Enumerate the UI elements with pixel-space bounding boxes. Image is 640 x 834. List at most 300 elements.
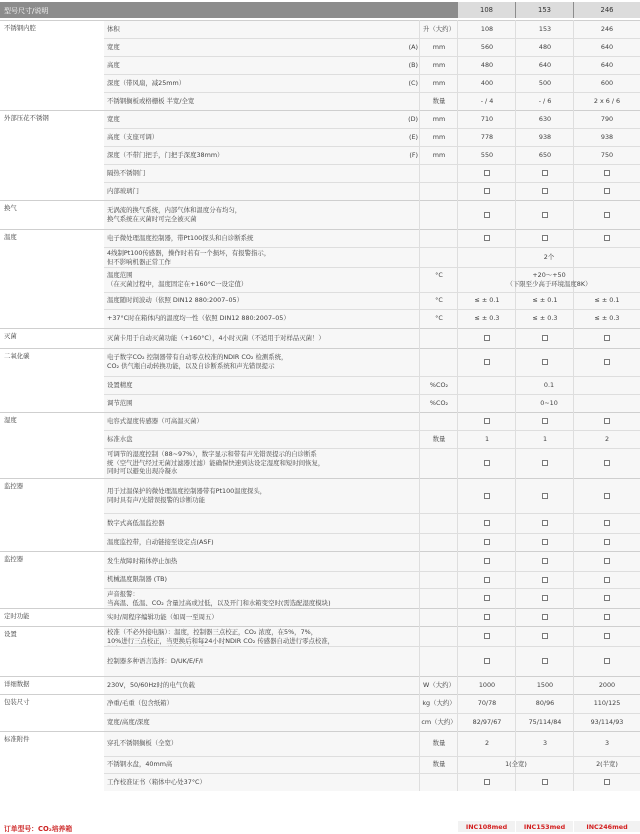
row-divider (104, 92, 640, 93)
checkbox-icon (542, 633, 548, 639)
checkbox-icon (542, 558, 548, 564)
row-divider (104, 756, 640, 757)
table-row (0, 412, 640, 430)
value-246: 750 (600, 151, 614, 159)
spec-description: 校准（不必外接电脑）：温度，控制器三点校正，CO₂ 浓度，在5%，7%， 10%进行三点校正，当更换后和每24小时NDIR CO₂ 传感器自动进行零点校准， (107, 628, 335, 645)
checkbox-icon (574, 211, 640, 220)
table-row (0, 394, 640, 412)
checkbox-icon (574, 519, 640, 528)
checkbox-icon (574, 613, 640, 622)
checkbox-icon (484, 493, 490, 499)
unit-label: 数量 (432, 435, 446, 443)
row-divider (104, 513, 640, 514)
row-divider (104, 267, 640, 268)
unit-label: °C (435, 296, 443, 304)
checkbox-icon (516, 557, 574, 566)
checkbox-icon (516, 169, 574, 178)
column-divider (419, 182, 420, 200)
spec-description: 电子数字CO₂ 控制器带有自动零点校准的NDIR CO₂ 检测系统， CO₂ 供气瓶自动转换功能，以及自诊断系统和声光错误提示 (107, 353, 288, 370)
spec-description: 可调节的湿度控制（88~97%），数字显示和带有声光错误提示的自诊断系 统（空气进气经过无菌过滤器过滤）能确保快速到达设定湿度和短时间恢复， 同时可以避免出现冷凝水 (107, 450, 325, 476)
spec-description: 内部玻璃门 (107, 187, 139, 195)
column-divider (419, 448, 420, 478)
table-row (0, 128, 640, 146)
spec-description: 设置精度 (107, 381, 133, 389)
value-153: 3 (542, 739, 548, 747)
spec-description: 用于过温保护的微处理温度控制器带有Pt100温度探头， 同时具有声/光错误报警的诊断功能 (107, 487, 267, 504)
checkbox-icon (542, 418, 548, 424)
value-153: 480 (538, 43, 552, 51)
spec-description: 高度 (107, 61, 120, 69)
value-108: - / 4 (480, 97, 494, 105)
spec-description: 穿孔不锈钢搁板（全宽） (107, 739, 178, 747)
table-row (0, 448, 640, 478)
checkbox-icon (574, 557, 640, 566)
checkbox-icon (604, 520, 610, 526)
checkbox-icon (458, 594, 516, 603)
table-row (0, 676, 640, 694)
category-label: 定时功能 (4, 612, 30, 620)
value-246: 938 (600, 133, 614, 141)
checkbox-icon (574, 358, 640, 367)
category-label: 标准附件 (4, 735, 30, 743)
group-divider (0, 676, 640, 677)
spec-description: 不锈钢搁板或格栅板 半宽/全宽 (107, 97, 195, 105)
order-code-108: INC108med (458, 821, 515, 832)
column-divider (419, 513, 420, 533)
unit-label: mm (432, 61, 446, 69)
value-153: 1500 (536, 681, 554, 689)
table-row (0, 309, 640, 328)
checkbox-icon (516, 492, 574, 501)
table-row (0, 92, 640, 110)
checkbox-icon (516, 211, 574, 220)
column-divider (419, 588, 420, 608)
checkbox-icon (458, 187, 516, 196)
model-246-header: 246 (574, 2, 640, 18)
unit-label: %CO₂ (429, 399, 449, 407)
checkbox-icon (484, 614, 490, 620)
checkbox-icon (542, 493, 548, 499)
checkbox-icon (574, 778, 640, 787)
row-divider (104, 74, 640, 75)
value-108: 480 (480, 61, 494, 69)
row-divider (104, 309, 640, 310)
merged-value: 0~10 (540, 399, 558, 407)
column-divider (419, 773, 420, 791)
checkbox-icon (484, 595, 490, 601)
group-divider (0, 412, 640, 413)
table-row (0, 756, 640, 773)
spec-description: 灭菌卡用于自动灭菌功能（+160°C），4小时灭菌（不适用于对样品灭菌！） (107, 334, 325, 342)
table-row (0, 267, 640, 292)
row-divider (104, 430, 640, 431)
checkbox-icon (604, 335, 610, 341)
checkbox-icon (604, 539, 610, 545)
checkbox-icon (574, 632, 640, 641)
dimension-ref: (C) (408, 79, 418, 87)
value-153: 75/114/84 (528, 718, 562, 726)
checkbox-icon (542, 595, 548, 601)
spec-description: 高度（支座可调） (107, 133, 159, 141)
column-divider (419, 348, 420, 376)
table-header (0, 0, 640, 20)
table-row (0, 513, 640, 533)
table-row (0, 20, 640, 38)
group-divider (0, 626, 640, 627)
checkbox-icon (458, 211, 516, 220)
value-108: 560 (480, 43, 494, 51)
checkbox-icon (516, 417, 574, 426)
spec-description: 电子微处理温度控制器，带Pt100探头和自诊断系统 (107, 234, 254, 242)
category-label: 外部压花不锈钢 (4, 114, 49, 122)
column-divider (419, 551, 420, 571)
table-row (0, 182, 640, 200)
spec-description: 体积 (107, 25, 120, 33)
table-row (0, 646, 640, 676)
spec-description: 标准水盘 (107, 435, 133, 443)
category-label: 二氧化碳 (4, 352, 30, 360)
header-title: 型号尺寸/说明 (4, 7, 49, 15)
checkbox-icon (604, 595, 610, 601)
checkbox-icon (484, 633, 490, 639)
value-108: 2 (484, 739, 490, 747)
table-row (0, 626, 640, 646)
unit-label: mm (432, 115, 446, 123)
checkbox-icon (484, 212, 490, 218)
checkbox-icon (484, 539, 490, 545)
checkbox-icon (542, 658, 548, 664)
checkbox-icon (542, 212, 548, 218)
unit-label: °C (435, 314, 443, 322)
checkbox-icon (516, 594, 574, 603)
checkbox-icon (604, 558, 610, 564)
table-row (0, 164, 640, 182)
unit-label: %CO₂ (429, 381, 449, 389)
checkbox-icon (484, 335, 490, 341)
checkbox-icon (484, 520, 490, 526)
table-row (0, 478, 640, 513)
checkbox-icon (458, 358, 516, 367)
checkbox-icon (604, 779, 610, 785)
unit-label: mm (432, 151, 446, 159)
group-divider (0, 229, 640, 230)
checkbox-icon (604, 493, 610, 499)
checkbox-icon (604, 633, 610, 639)
column-divider (419, 478, 420, 513)
unit-label: mm (432, 133, 446, 141)
order-label: 订单型号：CO₂培养箱 (4, 825, 73, 833)
table-row (0, 56, 640, 74)
model-108-header: 108 (458, 2, 515, 18)
value-153: 650 (538, 151, 552, 159)
spec-description: 净重/毛重（包含纸箱） (107, 699, 174, 707)
dimension-ref: (B) (408, 61, 418, 69)
value-246: 2 x 6 / 6 (593, 97, 621, 105)
spec-description: 控制器多种语言选择：D/UK/E/F/I (107, 657, 203, 665)
spec-description: 4线制Pt100传感器，操作时若有一个损坏，有报警指示， 但不影响机器正常工作 (107, 249, 271, 266)
table-row (0, 292, 640, 309)
checkbox-icon (574, 492, 640, 501)
row-divider (104, 713, 640, 714)
column-divider (419, 412, 420, 430)
checkbox-icon (458, 778, 516, 787)
checkbox-icon (604, 359, 610, 365)
checkbox-icon (542, 520, 548, 526)
group-divider (0, 110, 640, 111)
dimension-ref: (A) (408, 43, 418, 51)
checkbox-icon (574, 417, 640, 426)
row-divider (104, 448, 640, 449)
group-divider (0, 551, 640, 552)
column-divider (419, 328, 420, 348)
spec-description: 不锈钢水盘，40mm高 (107, 760, 173, 768)
row-divider (104, 146, 640, 147)
row-divider (104, 38, 640, 39)
category-label: 灭菌 (4, 332, 17, 340)
column-divider (419, 200, 420, 229)
value-246: 2000 (598, 681, 616, 689)
unit-label: °C (435, 271, 443, 279)
checkbox-icon (574, 576, 640, 585)
table-row (0, 200, 640, 229)
table-row (0, 376, 640, 394)
value-246: 93/114/93 (590, 718, 624, 726)
value-108: 778 (480, 133, 494, 141)
unit-label: mm (432, 43, 446, 51)
value-108: 1 (484, 435, 490, 443)
checkbox-icon (484, 188, 490, 194)
category-label: 监控器 (4, 555, 24, 563)
table-row (0, 773, 640, 791)
table-row (0, 588, 640, 608)
checkbox-icon (484, 779, 490, 785)
spec-description: +37°C时在箱体内的温度均一性（依照 DIN12 880:2007–05） (107, 314, 290, 322)
checkbox-icon (604, 614, 610, 620)
spec-description: 调节范围 (107, 399, 133, 407)
checkbox-icon (542, 539, 548, 545)
checkbox-icon (484, 235, 490, 241)
checkbox-icon (542, 460, 548, 466)
unit-label: 数量 (432, 760, 446, 768)
checkbox-icon (542, 235, 548, 241)
spec-description: 温度范围 （在灭菌过程中，温度固定在+160°C一设定值） (107, 271, 248, 288)
checkbox-icon (484, 460, 490, 466)
value-108: 82/97/67 (472, 718, 502, 726)
table-row (0, 713, 640, 731)
value-153: 500 (538, 79, 552, 87)
group-divider (0, 478, 640, 479)
checkbox-icon (542, 170, 548, 176)
checkbox-icon (458, 613, 516, 622)
checkbox-icon (604, 418, 610, 424)
row-divider (104, 164, 640, 165)
checkbox-icon (458, 417, 516, 426)
category-label: 详细数据 (4, 680, 30, 688)
checkbox-icon (604, 658, 610, 664)
dimension-ref: (F) (409, 151, 418, 159)
checkbox-icon (458, 538, 516, 547)
spec-description: 宽度 (107, 115, 120, 123)
table-row (0, 694, 640, 713)
group-divider (0, 328, 640, 329)
merged-value: 1(全宽) (505, 760, 527, 768)
table-row (0, 74, 640, 92)
checkbox-icon (542, 188, 548, 194)
value-153: 80/96 (535, 699, 555, 707)
checkbox-icon (574, 234, 640, 243)
checkbox-icon (516, 187, 574, 196)
row-divider (104, 182, 640, 183)
checkbox-icon (542, 614, 548, 620)
value-246: 3 (604, 739, 610, 747)
category-label: 换气 (4, 204, 17, 212)
spec-description: 数字式高低温监控器 (107, 519, 165, 527)
group-divider (0, 200, 640, 201)
value-246: 640 (600, 43, 614, 51)
table-row (0, 348, 640, 376)
row-divider (104, 376, 640, 377)
order-code-246: INC246med (574, 821, 640, 832)
unit-label: mm (432, 79, 446, 87)
value-246: 2 (604, 435, 610, 443)
spec-description: 温度监控带，自动链接至设定点(ASF) (107, 538, 214, 546)
checkbox-icon (604, 577, 610, 583)
checkbox-icon (458, 459, 516, 468)
table-row (0, 731, 640, 756)
table-row (0, 328, 640, 348)
spec-description: 无涡流的换气系统，内部气体和温度分布均匀， 换气系统在灭菌时可完全被灭菌 (107, 206, 242, 223)
value-246: ≤ ± 0.1 (594, 296, 620, 304)
checkbox-icon (516, 778, 574, 787)
value-246: ≤ ± 0.3 (594, 314, 620, 322)
order-code-153: INC153med (516, 821, 573, 832)
table-row (0, 110, 640, 128)
value-246: 110/125 (593, 699, 621, 707)
value-108: 550 (480, 151, 494, 159)
table-row (0, 608, 640, 626)
checkbox-icon (542, 577, 548, 583)
checkbox-icon (484, 558, 490, 564)
value-246: 640 (600, 61, 614, 69)
category-label: 监控器 (4, 482, 24, 490)
merged-value: 2个 (543, 253, 555, 261)
group-divider (0, 608, 640, 609)
model-153-header: 153 (516, 2, 573, 18)
table-row (0, 571, 640, 588)
order-footer (0, 820, 640, 834)
checkbox-icon (574, 657, 640, 666)
unit-label: 数量 (432, 97, 446, 105)
table-row (0, 247, 640, 267)
spec-description: 深度（带风扇，减25mm） (107, 79, 186, 87)
checkbox-icon (574, 538, 640, 547)
checkbox-icon (458, 519, 516, 528)
dimension-ref: (E) (408, 133, 418, 141)
checkbox-icon (574, 594, 640, 603)
value-153: 640 (538, 61, 552, 69)
checkbox-icon (516, 538, 574, 547)
checkbox-icon (458, 576, 516, 585)
column-divider (419, 626, 420, 646)
group-divider (0, 731, 640, 732)
unit-label: W（大约） (423, 681, 455, 689)
value-153: 938 (538, 133, 552, 141)
checkbox-icon (484, 170, 490, 176)
table-row (0, 533, 640, 551)
column-divider (419, 164, 420, 182)
checkbox-icon (516, 576, 574, 585)
checkbox-icon (604, 212, 610, 218)
value-108: 108 (480, 25, 494, 33)
spec-description: 工作校准证书（箱体中心处37°C） (107, 778, 206, 786)
checkbox-icon (458, 492, 516, 501)
checkbox-icon (458, 657, 516, 666)
spec-description: 宽度/高度/深度 (107, 718, 150, 726)
checkbox-icon (516, 632, 574, 641)
spec-description: 230V，50/60Hz时的电气负载 (107, 681, 195, 689)
spec-description: 隔热不锈钢门 (107, 169, 146, 177)
value-108: 710 (480, 115, 494, 123)
merged-value: +20～+50 （下限至少高于环境温度8K） (506, 271, 592, 288)
group-divider (0, 20, 640, 21)
unit-label: kg（大约） (422, 699, 456, 707)
checkbox-icon (484, 658, 490, 664)
spec-description: 机械温度限制器 (TB) (107, 575, 168, 583)
merged-value: 0.1 (543, 381, 555, 389)
unit-label: cm（大约） (421, 718, 457, 726)
checkbox-icon (516, 334, 574, 343)
value-153: - / 6 (538, 97, 552, 105)
checkbox-icon (516, 459, 574, 468)
checkbox-icon (516, 613, 574, 622)
checkbox-icon (604, 188, 610, 194)
row-divider (104, 56, 640, 57)
checkbox-icon (516, 358, 574, 367)
group-divider (0, 348, 640, 349)
category-label: 湿度 (4, 416, 17, 424)
dimension-ref: (D) (408, 115, 418, 123)
checkbox-icon (542, 359, 548, 365)
spec-description: 实时/周程序编辑功能（如周一至周五） (107, 613, 218, 621)
row-divider (104, 646, 640, 647)
value-153: ≤ ± 0.3 (532, 314, 558, 322)
checkbox-icon (574, 334, 640, 343)
checkbox-icon (604, 235, 610, 241)
category-label: 设置 (4, 630, 17, 638)
value-153: 1 (542, 435, 548, 443)
table-row (0, 146, 640, 164)
value-108: ≤ ± 0.1 (474, 296, 500, 304)
checkbox-icon (604, 170, 610, 176)
column-divider (419, 247, 420, 267)
table-row (0, 229, 640, 247)
checkbox-icon (458, 334, 516, 343)
spec-description: 温度随时间波动（依照 DIN12 880:2007–05） (107, 296, 244, 304)
value-153: 153 (538, 25, 552, 33)
checkbox-icon (458, 234, 516, 243)
group-divider (0, 694, 640, 695)
checkbox-icon (574, 459, 640, 468)
category-label: 温度 (4, 233, 17, 241)
checkbox-icon (484, 577, 490, 583)
column-divider (419, 229, 420, 247)
row-divider (104, 128, 640, 129)
checkbox-icon (516, 234, 574, 243)
table-row (0, 551, 640, 571)
category-label: 包装尺寸 (4, 698, 30, 706)
checkbox-icon (484, 418, 490, 424)
value-108: 1000 (478, 681, 496, 689)
